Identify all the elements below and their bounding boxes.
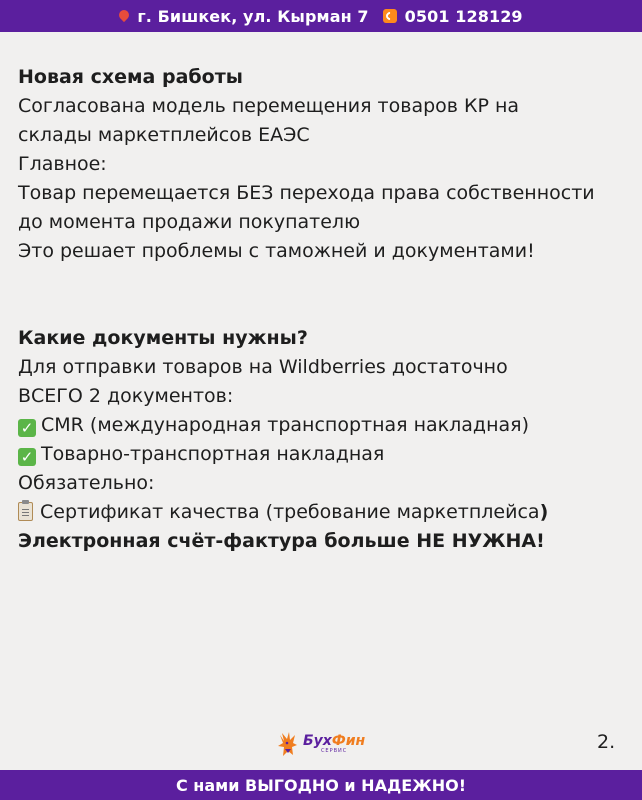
check-mark-icon: ✓ <box>18 419 36 437</box>
text-line: Товар перемещается БЕЗ перехода права собственности <box>18 182 595 204</box>
text-line: Обязательно: <box>18 472 155 494</box>
text-line: Для отправки товаров на Wildberries достаточно <box>18 356 508 378</box>
section-spacer <box>18 266 628 324</box>
text-line: Главное: <box>18 153 107 175</box>
check-mark-icon: ✓ <box>18 448 36 466</box>
text-line: склады маркетплейсов ЕАЭС <box>18 124 310 146</box>
map-pin-icon <box>117 8 131 22</box>
list-item <box>18 440 628 469</box>
list-item-text: CMR (международная транспортная накладная) <box>41 414 529 436</box>
logo-wordmark <box>303 734 365 754</box>
logo-part-2: Фин <box>331 733 366 749</box>
header-address: г. Бишкек, ул. Кырман 7 <box>137 6 369 26</box>
list-item <box>18 498 628 527</box>
list-item-text: Сертификат качества (требование маркетплейса <box>40 501 540 523</box>
phone-icon <box>383 9 397 23</box>
text-line: до момента продажи покупателю <box>18 211 361 233</box>
list-item <box>18 411 628 440</box>
clipboard-icon <box>18 502 33 521</box>
page-number: 2. <box>597 731 616 753</box>
section-heading-documents: Какие документы нужны? <box>18 327 308 349</box>
text-line: Это решает проблемы с таможней и документами! <box>18 240 535 262</box>
fox-mascot-icon <box>276 729 300 759</box>
list-item-text: Товарно-транспортная накладная <box>41 443 385 465</box>
closing-statement: Электронная счёт-фактура больше НЕ НУЖНА! <box>18 530 545 552</box>
list-item-text-tail: ) <box>539 501 549 523</box>
company-logo <box>276 726 365 762</box>
main-content <box>18 63 628 556</box>
logo-part-1: Бух <box>303 733 332 749</box>
logo-subtitle: СЕРВИС <box>320 748 348 754</box>
text-line: Согласована модель перемещения товаров КР на <box>18 95 520 117</box>
header-bar <box>0 0 642 32</box>
footer-slogan: С нами ВЫГОДНО и НАДЕЖНО! <box>175 775 466 795</box>
footer-bar <box>0 770 642 800</box>
text-line: ВСЕГО 2 документов: <box>18 385 234 407</box>
header-phone: 0501 128129 <box>404 6 523 26</box>
section-heading-new-scheme: Новая схема работы <box>18 66 243 88</box>
